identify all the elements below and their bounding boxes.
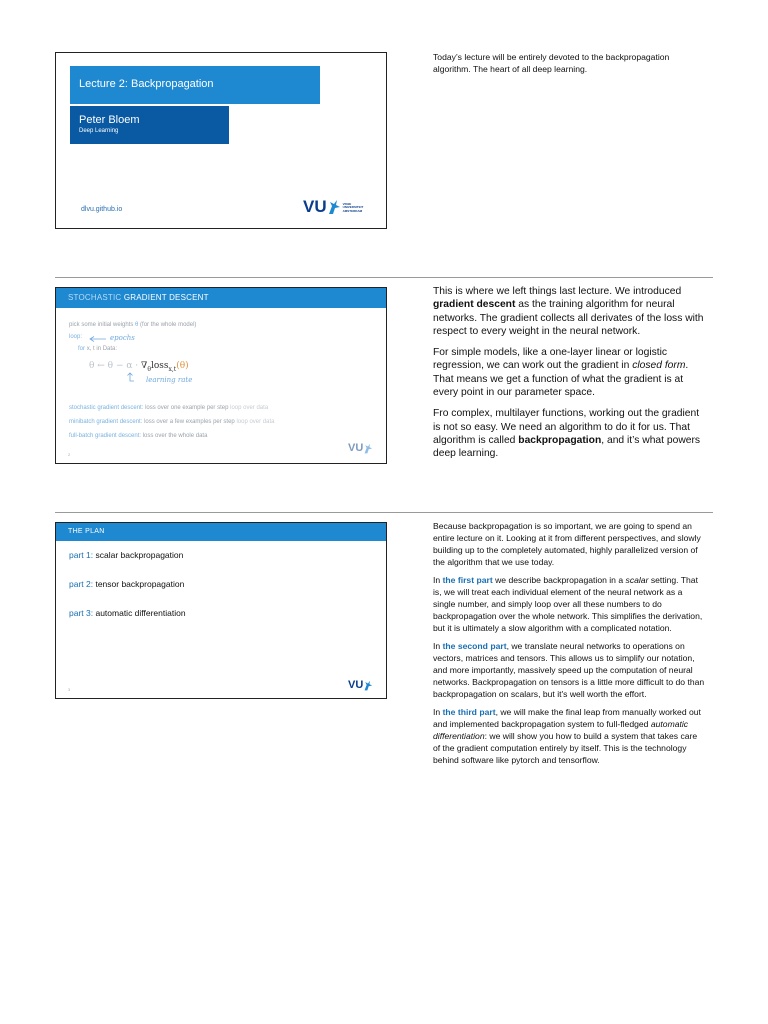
notes-paragraph: Because backpropagation is so important, we are going to spend an entire lecture on it. Looking at it from different perspectives, and slowly building up to the completely automated, highly parallelized version of the algorithm that we use today. bbox=[433, 521, 701, 567]
plan-item-part-3: part 3: automatic differentiation bbox=[69, 608, 186, 618]
slide-header-text: THE PLAN bbox=[68, 528, 105, 535]
griffin-icon bbox=[363, 680, 373, 691]
epochs-annotation: epochs bbox=[110, 334, 135, 342]
slide-3-thumbnail bbox=[55, 522, 387, 699]
vu-logo-letters: VU bbox=[348, 679, 364, 691]
update-rule-formula: θ ← $\theta - \alpha \cdot \nabla_\theta loss_{x,t}(\theta)$ bbox=[89, 361, 189, 373]
minibatch-definition: minibatch gradient descent: loss over a few examples per step loop over data bbox=[69, 419, 275, 425]
notes-paragraph: Fro complex, multilayer functions, working out the gradient is not so easy. We need an algorithm to do it for us. That algorithm is called backpropagation, and it’s what powers deep learning. bbox=[433, 408, 701, 460]
plan-item-part-2: part 2: tensor backpropagation bbox=[69, 579, 185, 589]
title-banner bbox=[70, 66, 320, 104]
griffin-icon bbox=[327, 199, 341, 215]
separator bbox=[55, 512, 713, 513]
lecture-title: Lecture 2: Backpropagation bbox=[79, 78, 214, 90]
learning-rate-arrow-icon bbox=[126, 372, 134, 384]
notes-paragraph: In the second part, we translate neural networks to operations on vectors, matrices and tensors. This allows us to simplify our notation, and more importantly, massively speed up the computation of neural networks. Backpropagation on tensors is a little more difficult to do than backpropagation on scalars, but it's well worth the effort. bbox=[433, 641, 705, 699]
fullbatch-definition: full-batch gradient descent: loss over the whole data bbox=[69, 433, 208, 439]
third-part-link[interactable]: the third part bbox=[442, 707, 496, 717]
vu-logo bbox=[303, 198, 363, 215]
pseudocode-loop: loop: bbox=[69, 334, 83, 340]
epochs-arrow-icon bbox=[89, 336, 107, 342]
slide-header bbox=[56, 523, 386, 541]
course-name: Deep Learning bbox=[79, 128, 119, 134]
notes-paragraph: This is where we left things last lecture. We introduced gradient descent as the training algorithm for neural networks. The gradient collects all derivates of the loss with respect to every weight in the neural network. bbox=[433, 286, 704, 337]
course-url: dlvu.github.io bbox=[81, 206, 123, 213]
slide-2-thumbnail bbox=[55, 287, 387, 464]
author-name: Peter Bloem bbox=[79, 114, 140, 126]
vu-logo-sub: VRIJE UNIVERSITEIT AMSTERDAM bbox=[342, 201, 364, 213]
vu-logo-letters: VU bbox=[303, 197, 327, 216]
learning-rate-annotation: learning rate bbox=[146, 376, 193, 384]
slide-1-notes bbox=[433, 51, 705, 81]
slide-header bbox=[56, 288, 386, 308]
pseudocode-line-init: pick some initial weights θ (for the whole model) bbox=[69, 322, 197, 328]
griffin-icon bbox=[363, 443, 373, 454]
slide-header-text: STOCHASTIC GRADIENT DESCENT bbox=[68, 293, 209, 302]
separator bbox=[55, 277, 713, 278]
slide-3-notes bbox=[433, 520, 705, 772]
notes-paragraph: In the third part, we will make the final leap from manually worked out and implemented backpropagation system to full-fledged automatic differentiation: we will show you how to build a system that takes care of the gradient computation entirely by itself. This is the technology behind software like pytorch and tensorflow. bbox=[433, 707, 701, 765]
slide-2-notes bbox=[433, 285, 705, 469]
first-part-link[interactable]: the first part bbox=[442, 575, 493, 585]
notes-paragraph: Today’s lecture will be entirely devoted to the backpropagation algorithm. The heart of all deep learning. bbox=[433, 52, 670, 74]
notes-paragraph: For simple models, like a one-layer linear or logistic regression, we can work out the gradient in closed form. That means we get a function of what the gradient is at every point in our parameter space. bbox=[433, 347, 689, 399]
slide-1-thumbnail bbox=[55, 52, 387, 229]
sgd-definition: stochastic gradient descent: loss over one example per step loop over data bbox=[69, 405, 269, 411]
author-banner bbox=[70, 106, 229, 144]
notes-paragraph: In the first part we describe backpropagation in a scalar setting. That is, we will treat each individual element of the neural network as a single number, and simply loop over all these numbers to do backpropagation over the whole network. This simplifies the derivation, but it is ultimately a slow algorithm with a complicated notation. bbox=[433, 575, 703, 633]
pseudocode-for: for x, t in Data: bbox=[78, 346, 118, 352]
page-number: 2 bbox=[68, 452, 71, 457]
second-part-link[interactable]: the second part bbox=[442, 641, 507, 651]
vu-logo-letters: VU bbox=[348, 442, 364, 454]
vu-logo bbox=[348, 443, 373, 454]
plan-item-part-1: part 1: scalar backpropagation bbox=[69, 550, 184, 560]
page-number: 3 bbox=[68, 687, 71, 692]
vu-logo bbox=[348, 680, 373, 691]
